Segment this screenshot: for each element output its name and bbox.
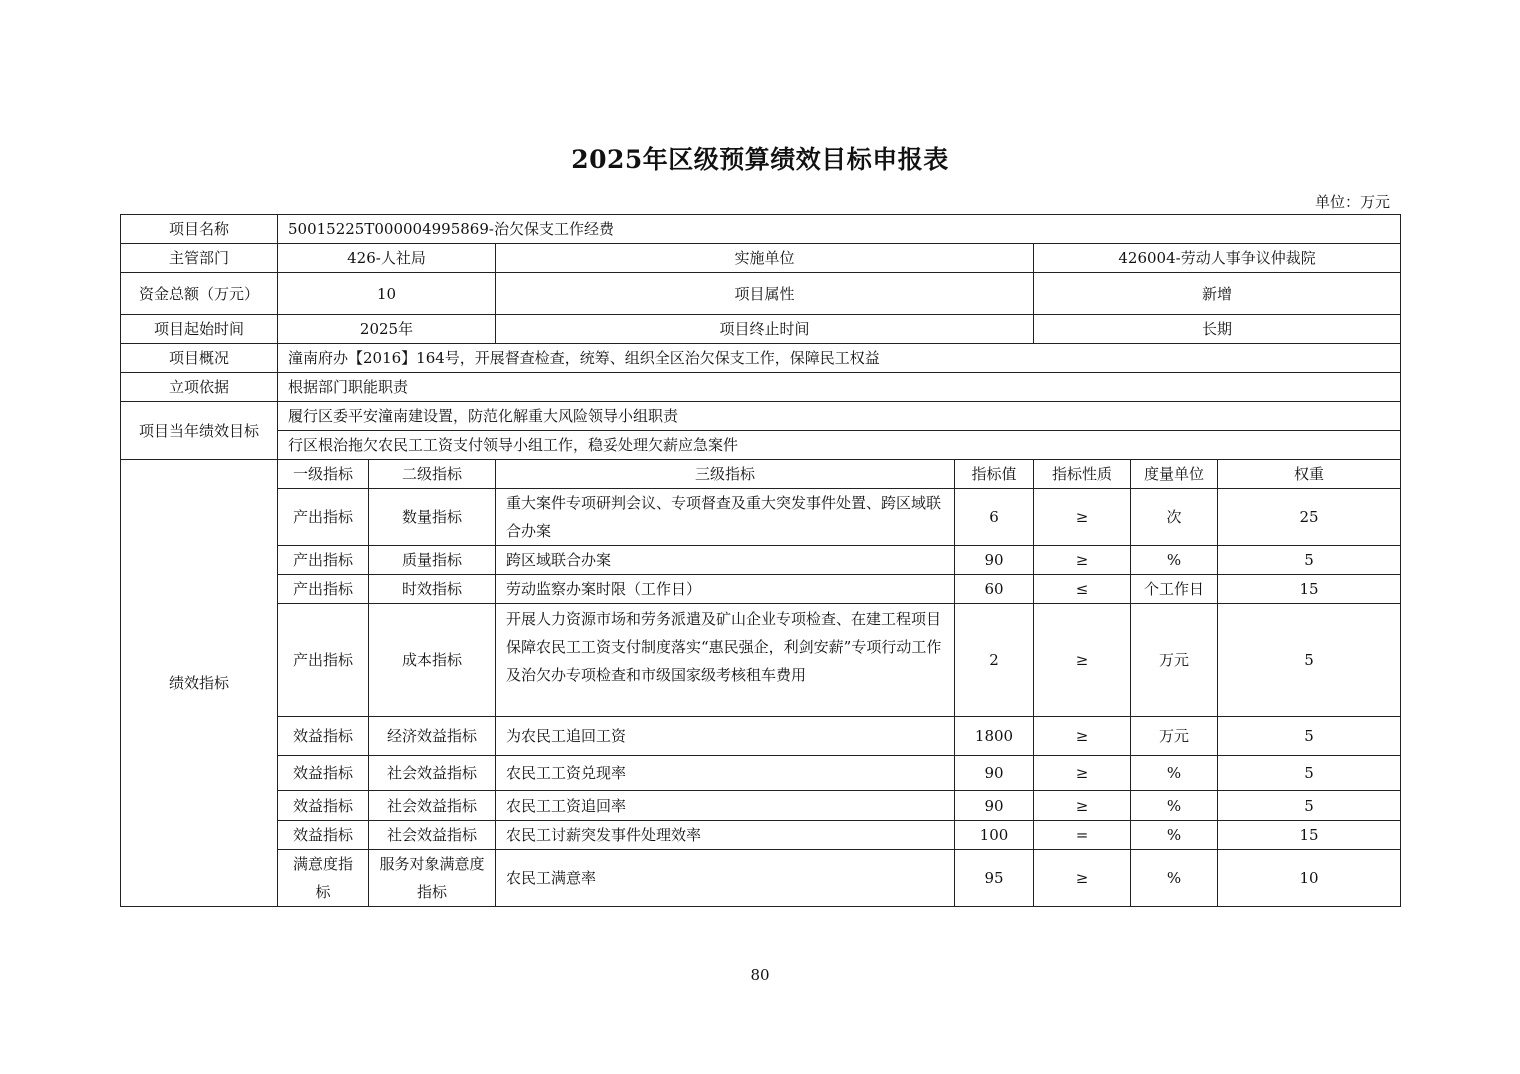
cell-value: 90 (955, 791, 1034, 821)
cell-level1: 产出指标 (278, 604, 369, 717)
cell-level1: 效益指标 (278, 821, 369, 850)
header-level2: 二级指标 (369, 460, 496, 489)
row-overview (121, 344, 1401, 373)
start-value: 2025年 (278, 315, 496, 344)
cell-level3: 为农民工追回工资 (496, 717, 955, 756)
cell-level2: 质量指标 (369, 546, 496, 575)
cell-level3: 农民工工资追回率 (496, 791, 955, 821)
cell-level1: 效益指标 (278, 717, 369, 756)
cell-value: 1800 (955, 717, 1034, 756)
end-value: 长期 (1034, 315, 1401, 344)
attr-label: 项目属性 (496, 273, 1034, 315)
budget-target-table (120, 214, 1401, 907)
header-level1: 一级指标 (278, 460, 369, 489)
table-row (121, 717, 1401, 756)
cell-level3: 跨区域联合办案 (496, 546, 955, 575)
table-row (121, 546, 1401, 575)
cell-level3: 重大案件专项研判会议、专项督查及重大突发事件处置、跨区域联合办案 (496, 489, 955, 546)
perf-header-row (121, 460, 1401, 489)
cell-unit: 次 (1131, 489, 1218, 546)
cell-unit: % (1131, 821, 1218, 850)
cell-level2: 时效指标 (369, 575, 496, 604)
table-row (121, 756, 1401, 791)
unit-note: 单位：万元 (1314, 193, 1390, 211)
cell-level1: 产出指标 (278, 575, 369, 604)
start-label: 项目起始时间 (121, 315, 278, 344)
cell-weight: 5 (1218, 604, 1401, 717)
cell-weight: 10 (1218, 850, 1401, 907)
cell-nature: ≤ (1034, 575, 1131, 604)
cell-unit: 个工作日 (1131, 575, 1218, 604)
dept-label: 主管部门 (121, 244, 278, 273)
basis-value: 根据部门职能职责 (278, 373, 1401, 402)
cell-value: 6 (955, 489, 1034, 546)
cell-weight: 5 (1218, 756, 1401, 791)
cell-nature: ≥ (1034, 604, 1131, 717)
cell-level1: 产出指标 (278, 546, 369, 575)
row-department (121, 244, 1401, 273)
overview-value: 潼南府办【2016】164号，开展督查检查，统筹、组织全区治欠保支工作，保障民工权益 (278, 344, 1401, 373)
cell-level3: 农民工满意率 (496, 850, 955, 907)
funds-label: 资金总额（万元） (121, 273, 278, 315)
cell-value: 60 (955, 575, 1034, 604)
cell-level3: 劳动监察办案时限（工作日） (496, 575, 955, 604)
cell-weight: 15 (1218, 821, 1401, 850)
cell-nature: ≥ (1034, 546, 1131, 575)
row-goal-1 (121, 402, 1401, 431)
overview-label: 项目概况 (121, 344, 278, 373)
cell-value: 100 (955, 821, 1034, 850)
cell-level2: 数量指标 (369, 489, 496, 546)
header-nature: 指标性质 (1034, 460, 1131, 489)
cell-unit: % (1131, 791, 1218, 821)
cell-nature: ≥ (1034, 850, 1131, 907)
cell-level1: 满意度指标 (278, 850, 369, 907)
table-row (121, 850, 1401, 907)
cell-level2: 成本指标 (369, 604, 496, 717)
project-name-label: 项目名称 (121, 215, 278, 244)
cell-level2: 经济效益指标 (369, 717, 496, 756)
cell-level1: 效益指标 (278, 756, 369, 791)
end-label: 项目终止时间 (496, 315, 1034, 344)
cell-value: 90 (955, 756, 1034, 791)
cell-level2: 服务对象满意度指标 (369, 850, 496, 907)
perf-label: 绩效指标 (121, 460, 278, 907)
cell-nature: = (1034, 821, 1131, 850)
cell-level2: 社会效益指标 (369, 756, 496, 791)
cell-weight: 5 (1218, 546, 1401, 575)
row-time (121, 315, 1401, 344)
cell-weight: 5 (1218, 791, 1401, 821)
cell-value: 2 (955, 604, 1034, 717)
row-project-name (121, 215, 1401, 244)
row-goal-2 (121, 431, 1401, 460)
attr-value: 新增 (1034, 273, 1401, 315)
cell-nature: ≥ (1034, 489, 1131, 546)
table-row (121, 604, 1401, 717)
cell-unit: 万元 (1131, 604, 1218, 717)
cell-nature: ≥ (1034, 791, 1131, 821)
goal-item: 履行区委平安潼南建设置，防范化解重大风险领导小组职责 (278, 402, 1401, 431)
header-level3: 三级指标 (496, 460, 955, 489)
cell-unit: % (1131, 546, 1218, 575)
table-row (121, 791, 1401, 821)
cell-weight: 15 (1218, 575, 1401, 604)
cell-level2: 社会效益指标 (369, 821, 496, 850)
dept-value: 426-人社局 (278, 244, 496, 273)
row-basis (121, 373, 1401, 402)
page-number: 80 (750, 966, 770, 984)
impl-label: 实施单位 (496, 244, 1034, 273)
table-row (121, 575, 1401, 604)
impl-value: 426004-劳动人事争议仲裁院 (1034, 244, 1401, 273)
cell-value: 95 (955, 850, 1034, 907)
cell-level3: 农民工讨薪突发事件处理效率 (496, 821, 955, 850)
goal-label: 项目当年绩效目标 (121, 402, 278, 460)
cell-level2: 社会效益指标 (369, 791, 496, 821)
funds-value: 10 (278, 273, 496, 315)
cell-nature: ≥ (1034, 717, 1131, 756)
header-unit: 度量单位 (1131, 460, 1218, 489)
header-value: 指标值 (955, 460, 1034, 489)
cell-unit: % (1131, 850, 1218, 907)
cell-weight: 5 (1218, 717, 1401, 756)
header-weight: 权重 (1218, 460, 1401, 489)
cell-weight: 25 (1218, 489, 1401, 546)
page-title: 2025年区级预算绩效目标申报表 (571, 145, 949, 174)
project-name-value: 50015225T000004995869-治欠保支工作经费 (278, 215, 1401, 244)
cell-level1: 产出指标 (278, 489, 369, 546)
basis-label: 立项依据 (121, 373, 278, 402)
table-row (121, 821, 1401, 850)
row-funds (121, 273, 1401, 315)
cell-unit: 万元 (1131, 717, 1218, 756)
cell-unit: % (1131, 756, 1218, 791)
cell-value: 90 (955, 546, 1034, 575)
cell-level1: 效益指标 (278, 791, 369, 821)
table-row (121, 489, 1401, 546)
cell-nature: ≥ (1034, 756, 1131, 791)
cell-level3: 开展人力资源市场和劳务派遣及矿山企业专项检查、在建工程项目保障农民工工资支付制度落实“惠民强企，利剑安薪”专项行动工作及治欠办专项检查和市级国家级考核租车费用 (496, 604, 955, 717)
goal-item: 行区根治拖欠农民工工资支付领导小组工作，稳妥处理欠薪应急案件 (278, 431, 1401, 460)
cell-level3: 农民工工资兑现率 (496, 756, 955, 791)
